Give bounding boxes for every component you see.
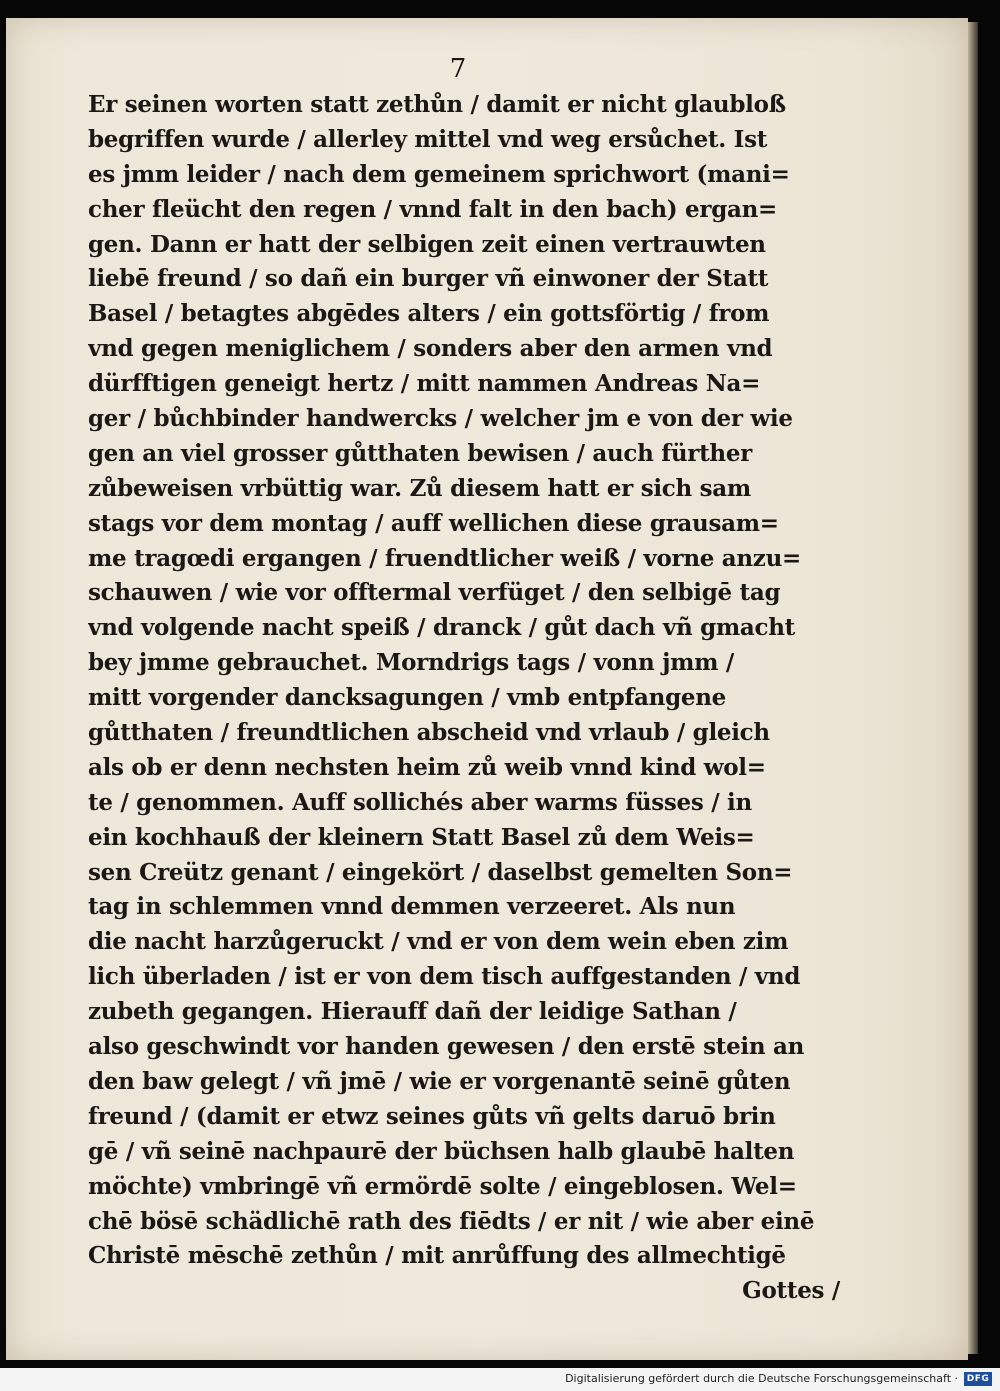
text-line: möchte) vmbringē vñ ermördē solte / eingeblosen. Wel= — [88, 1172, 797, 1200]
text-block — [88, 88, 844, 1309]
text-line: gen an viel grosser gůtthaten bewisen / auch fürther — [88, 439, 752, 467]
text-line: liebē freund / so dañ ein burger vñ einwoner der Statt — [88, 265, 769, 293]
text-line: chē bösē schädlichē rath des fiēdts / er nit / wie aber einē — [88, 1207, 815, 1235]
text-line: Gottes / — [742, 1277, 840, 1305]
text-line: Basel / betagtes abgēdes alters / ein gottsförtig / from — [88, 300, 770, 328]
text-line: schauwen / wie vor offtermal verfüget / den selbigē tag — [88, 579, 781, 607]
dfg-logo: DFG — [964, 1372, 992, 1386]
text-line: den baw gelegt / vñ jmē / wie er vorgenantē seinē gůten — [88, 1067, 791, 1095]
book-page — [6, 18, 968, 1360]
text-line: stags vor dem montag / auff wellichen diese grausam= — [88, 509, 779, 537]
footer-bar — [0, 1368, 1000, 1391]
text-line: cher fleücht den regen / vnnd falt in den bach) ergan= — [88, 195, 777, 223]
text-line: zubeth gegangen. Hierauff dañ der leidige Sathan / — [88, 998, 737, 1026]
text-line: lich überladen / ist er von dem tisch auffgestanden / vnd — [88, 963, 801, 991]
text-line: als ob er denn nechsten heim zů weib vnnd kind wol= — [88, 753, 766, 781]
text-line: ein kochhauß der kleinern Statt Basel zů dem Weis= — [88, 823, 755, 851]
text-line: gē / vñ seinē nachpaurē der büchsen halb glaubē halten — [88, 1137, 795, 1165]
text-line: tag in schlemmen vnnd demmen verzeeret. Als nun — [88, 893, 736, 921]
text-line: bey jmme gebrauchet. Morndrigs tags / vonn jmm / — [88, 649, 735, 677]
text-line: gůtthaten / freundtlichen abscheid vnd vrlaub / gleich — [88, 719, 770, 747]
text-line: te / genommen. Auff sollichés aber warms füsses / in — [88, 788, 752, 816]
page-edge — [968, 22, 978, 1354]
text-line: ger / bůchbinder handwercks / welcher jm e von der wie — [88, 405, 793, 433]
text-line: me tragœdi ergangen / fruendtlicher weiß / vorne anzu= — [88, 544, 801, 572]
text-line: dürfftigen geneigt hertz / mitt nammen Andreas Na= — [88, 370, 761, 398]
funding-notice: Digitalisierung gefördert durch die Deutsche Forschungsgemeinschaft · — [565, 1372, 958, 1385]
text-line: zůbeweisen vrbüttig war. Zů diesem hatt er sich sam — [88, 474, 751, 502]
text-line: freund / (damit er etwz seines gůts vñ gelts daruō brin — [88, 1102, 776, 1130]
text-line: also geschwindt vor handen gewesen / den erstē stein an — [88, 1033, 804, 1061]
text-line: die nacht harzůgeruckt / vnd er von dem wein eben zim — [88, 928, 789, 956]
text-line: mitt vorgender dancksagungen / vmb entpfangene — [88, 684, 726, 712]
text-line: sen Creütz genant / eingekört / daselbst gemelten Son= — [88, 858, 793, 886]
text-line: gen. Dann er hatt der selbigen zeit einen vertrauwten — [88, 230, 766, 258]
text-line: Er seinen worten statt zethůn / damit er nicht glaubloß — [88, 91, 786, 118]
text-line: vnd volgende nacht speiß / dranck / gůt dach vñ gmacht — [88, 614, 795, 642]
text-line: Christē mēschē zethůn / mit anrůffung des allmechtigē — [88, 1242, 786, 1270]
text-line: es jmm leider / nach dem gemeinem sprichwort (mani= — [88, 160, 790, 188]
page-number: 7 — [449, 54, 467, 84]
text-line: begriffen wurde / allerley mittel vnd weg ersůchet. Ist — [88, 125, 768, 153]
text-line: vnd gegen meniglichem / sonders aber den armen vnd — [88, 335, 773, 363]
